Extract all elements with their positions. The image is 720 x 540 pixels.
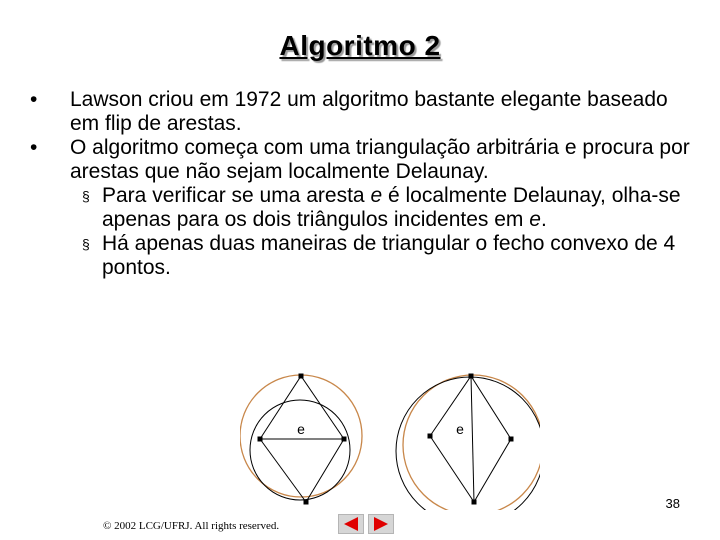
bullet-item <box>30 136 700 184</box>
sub-bullet-text: Há apenas duas maneiras de triangular o fecho convexo de 4 pontos. <box>102 232 676 279</box>
vertex <box>258 437 263 442</box>
previous-slide-button[interactable] <box>338 514 364 534</box>
vertex <box>472 500 477 505</box>
edge-e-right <box>471 376 474 502</box>
edge-symbol: e <box>529 208 541 231</box>
right-black-circle <box>396 377 540 510</box>
arrow-right-icon <box>369 515 393 533</box>
page-title: Algoritmo 2 <box>279 30 441 61</box>
bullet-list <box>30 88 700 280</box>
vertex <box>509 437 514 442</box>
vertex <box>299 374 304 379</box>
copyright-notice: © 2002 LCG/UFRJ. All rights reserved. <box>103 520 280 532</box>
bullet-item <box>30 88 700 136</box>
sub-bullet-item <box>30 232 700 280</box>
bullet-mark: • <box>30 88 38 111</box>
sub-bullet-item <box>30 184 700 232</box>
edge <box>474 439 511 502</box>
bullet-mark: • <box>30 136 38 159</box>
sub-bullet-mark: § <box>82 236 90 252</box>
delaunay-flip-diagram <box>240 360 540 510</box>
sub-bullet-mark: § <box>82 188 90 204</box>
edge <box>301 376 344 439</box>
edge-label: e <box>456 421 464 437</box>
edge-symbol: e <box>370 184 383 207</box>
bullet-text: Lawson criou em 1972 um algoritmo bastante elegante baseado em flip de arestas. <box>70 88 668 135</box>
edge <box>430 436 474 502</box>
next-slide-button[interactable] <box>368 514 394 534</box>
page-number: 38 <box>665 496 680 511</box>
vertex <box>469 374 474 379</box>
vertex <box>304 500 309 505</box>
vertex <box>428 434 433 439</box>
edge-label: e <box>297 421 305 437</box>
arrow-left-icon <box>339 515 363 533</box>
vertex <box>342 437 347 442</box>
left-triangulation <box>240 374 362 505</box>
edge <box>260 439 306 502</box>
sub-bullet-text: Para verificar se uma aresta e é localmente Delaunay, olha-se apenas para os dois triângulos incidentes em e. <box>102 184 681 231</box>
right-triangulation <box>396 374 540 511</box>
bullet-text: O algoritmo começa com uma triangulação arbitrária e procura por arestas que não sejam localmente Delaunay. <box>70 136 690 183</box>
